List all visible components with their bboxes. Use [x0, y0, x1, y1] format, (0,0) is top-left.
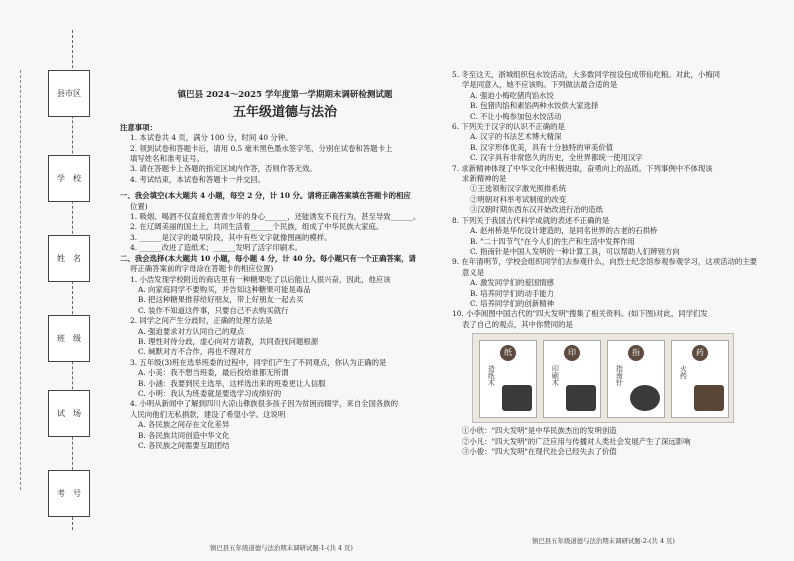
field-room[interactable]: 试 场 [48, 390, 90, 437]
field-county[interactable]: 县市区 [48, 70, 90, 117]
opinion-1: ①小欣："四大发明"是中华民族杰出的发明创造 [462, 426, 617, 436]
q4-option-c: C. 各民族之间需要互助团结 [138, 441, 230, 450]
card-label: 印刷术 [551, 365, 560, 387]
question-7b: 求新精神的是 [462, 174, 507, 184]
card-label: 火药 [679, 365, 688, 380]
q2-option-b: B. 理性对待分歧，虚心向对方请教，共同查找问题根源 [138, 336, 319, 346]
four-inventions-image [472, 333, 734, 423]
exam-title: 镇巴县 2024～2025 学年度第一学期期末调研检测试题 [177, 90, 393, 100]
q3-option-c: C. 小明：我认为班委就是要选学习成绩好的 [138, 388, 282, 398]
invention-card-paper [479, 340, 537, 418]
opinion-2: ②小凡："四大发明"的广泛应用与传播对人类社会发展产生了深远影响 [462, 436, 691, 446]
card-seal-icon: 印 [564, 345, 580, 361]
section-1-heading-b: 位置) [130, 201, 148, 211]
q3-option-b: B. 小涵：我要到民主选举，这样选出来的班委更让人信服 [138, 378, 326, 388]
q6-option-b: B. 汉字形体优美，具有十分独特的审美价值 [470, 142, 614, 152]
paper-object-icon [502, 385, 532, 411]
card-seal-icon: 纸 [500, 345, 516, 361]
opinion-3: ③小俊："四大发明"在现代社会已经失去了价值 [462, 446, 617, 456]
q6-option-a: A. 汉字的书法艺术博大精深 [470, 132, 562, 142]
q5-option-c: C. 不让小梅参加包水饺活动 [470, 111, 562, 121]
left-column [120, 62, 450, 557]
q9-option-a: A. 激发同学们的爱国情感 [470, 278, 554, 288]
note-3: 3. 请在答题卡上各题的指定区域内作答，否则作答无效。 [130, 164, 317, 174]
q8-option-b: B. "二十四节气"在今人们的生产和生活中发挥作用 [470, 236, 635, 246]
q7-item-2: ②明朝对科举考试制度的改变 [470, 194, 567, 204]
q4-option-b: B. 各民族共同创造中华文化 [138, 430, 230, 440]
q9-option-c: C. 培养同学们的创新精神 [470, 298, 554, 308]
note-2b: 填写姓名和准考证号。 [130, 154, 204, 164]
card-seal-icon: 指 [628, 345, 644, 361]
field-school[interactable]: 学 校 [48, 155, 90, 202]
invention-card-gunpowder [671, 340, 729, 418]
field-class[interactable]: 班 级 [48, 315, 90, 362]
field-name[interactable]: 姓 名 [48, 235, 90, 282]
q1-option-b: B. 把这种糖果推荐给好朋友，带上好朋友一起去买 [138, 295, 304, 305]
question-5b: 学是同意入，她不应该购。下列做法最合适的是 [462, 80, 618, 90]
fill-question-2: 2. 在辽阔美丽的国土上，共同生活着______个民族，组成了中华民族大家庭。 [130, 222, 384, 232]
subject-title: 五年级道德与法治 [232, 105, 337, 121]
question-4: 4. 小明从新闻中了解到四川大凉山彝族很多孩子因为贫困而辍学，来自全国各族的 [130, 399, 399, 409]
question-8: 8. 下列关于我国古代科学成就的表述不正确的是 [452, 215, 610, 225]
compass-icon [630, 385, 660, 411]
q4-option-a: A. 各民族之间存在文化差异 [138, 420, 230, 430]
question-6: 6. 下列关于汉字的认识不正确的是 [452, 122, 565, 132]
fill-question-4: 4. ______改进了造纸术；______发明了活字印刷术。 [130, 243, 302, 253]
q5-option-a: A. 强迫小梅吃猪肉馅水饺 [470, 90, 554, 100]
section-2-heading-b: 将正确答案前的字母涂在答题卡的相应位置) [130, 264, 274, 274]
question-5: 5. 冬至这天，浙城组织包水饺活动，大多数同学按设包成带仙吃粮。对此，小梅同 [452, 70, 721, 79]
q8-option-c: C. 指南针是中国人发明的一种计算工具，可以帮助人们辨别方向 [470, 246, 680, 256]
section-2-heading: 二、我会选择(本大题共 10 小题，每小题 4 分，计 40 分。每小题只有一个正确答案，请 [120, 253, 416, 263]
q9-option-b: B. 培养同学们的动手能力 [470, 288, 555, 298]
question-1: 1. 小浩发现学校附近的商店里有一种糖果吃了以后能让人很兴奋，因此，他应该 [130, 274, 391, 284]
q5-option-b: B. 包猪肉馅和素馅两种水饺供大家选择 [470, 101, 599, 111]
question-10: 10. 小李阅图中国古代的"四大发明"搜集了相关资料。(如下图)对此，同学们发 [452, 309, 708, 319]
note-4: 4. 考试结束，本试卷和答题卡一并交回。 [130, 174, 266, 184]
question-9: 9. 在年清明节，学校会组织同学们去参观什么，向烈士纪念馆参观参观学习，这项活动的主要 [452, 257, 758, 267]
fill-question-3: 3. ______是汉字的最早阶段，其中有些文字就像图画的模样。 [130, 232, 332, 242]
section-1-heading: 一、我会填空(本大题共 4 小题，每空 2 分，计 10 分。请将正确答案填在答题卡的相应 [120, 191, 411, 201]
binding-margin [8, 30, 108, 530]
right-column [452, 70, 782, 550]
card-label: 指南针 [615, 365, 624, 387]
q8-option-a: A. 赵州桥是华佗设计建造的，是同名世界的古老的石拱桥 [470, 226, 658, 236]
fill-question-1: 1. 吸烟、喝酒不仅直接危害青少年的身心______，还能诱发不良行为，甚至导致______。 [130, 212, 421, 222]
card-seal-icon: 药 [692, 345, 708, 361]
question-4b: 人民向他们无私捐款，建设了希望小学。这说明 [130, 409, 286, 419]
invention-card-compass [607, 340, 665, 418]
question-3: 3. 五年级(3)班在选举班委的过程中，同学们产生了不同观点，你认为正确的是 [130, 357, 387, 367]
page-footer-1: 镇巴县五年级道德与法治期末调研试题-1-(共 4 页) [210, 543, 353, 552]
question-7: 7. 求新精神体现了中华文化中积极进取，奋勇向上的品质。下列事例中不体现该 [452, 163, 713, 173]
card-label: 造纸术 [487, 365, 496, 387]
note-2: 2. 领到试卷和答题卡后，请用 0.5 毫米黑色墨水签字笔，分别在试卷和答题卡上 [130, 143, 393, 153]
invention-card-printing [543, 340, 601, 418]
note-1: 1. 本试卷共 4 页，满分 100 分，时间 40 分钟。 [130, 133, 293, 143]
question-2: 2. 同学之间产生分歧时，正确的处理方法是 [130, 316, 273, 326]
q7-item-1: ①王选领衔汉字激光照排系统 [470, 184, 567, 194]
page-footer-2: 镇巴县五年级道德与法治期末调研试题-2-(共 4 页) [532, 536, 675, 545]
q7-item-3: ③汉朝时期东西东汉开始改进行冶的造纸 [470, 205, 604, 215]
question-10b: 表了自己的观点，其中你赞同的是 [462, 319, 573, 329]
notes-title: 注意事项： [120, 122, 157, 132]
cut-line [20, 70, 21, 490]
field-id[interactable]: 考 号 [48, 470, 90, 517]
question-9b: 意义是 [462, 267, 485, 277]
q1-option-a: A. 向家庭同学不要购买，并告知这种糖果可能是毒品 [138, 284, 311, 294]
q2-option-c: C. 缄默对方不合作，再也不理对方 [138, 347, 252, 357]
q3-option-a: A. 小美：我不想当班委，最后投给谁都无所谓 [138, 368, 289, 378]
q2-option-a: A. 强迫要求对方认同自己的观点 [138, 326, 245, 336]
printing-block-icon [566, 385, 596, 411]
q1-option-c: C. 装作不知道这件事，只要自己不去购买就行 [138, 305, 289, 315]
cannon-icon [694, 385, 724, 411]
q6-option-c: C. 汉字具有非常悠久的历史，全世界都统一使用汉字 [470, 153, 643, 163]
